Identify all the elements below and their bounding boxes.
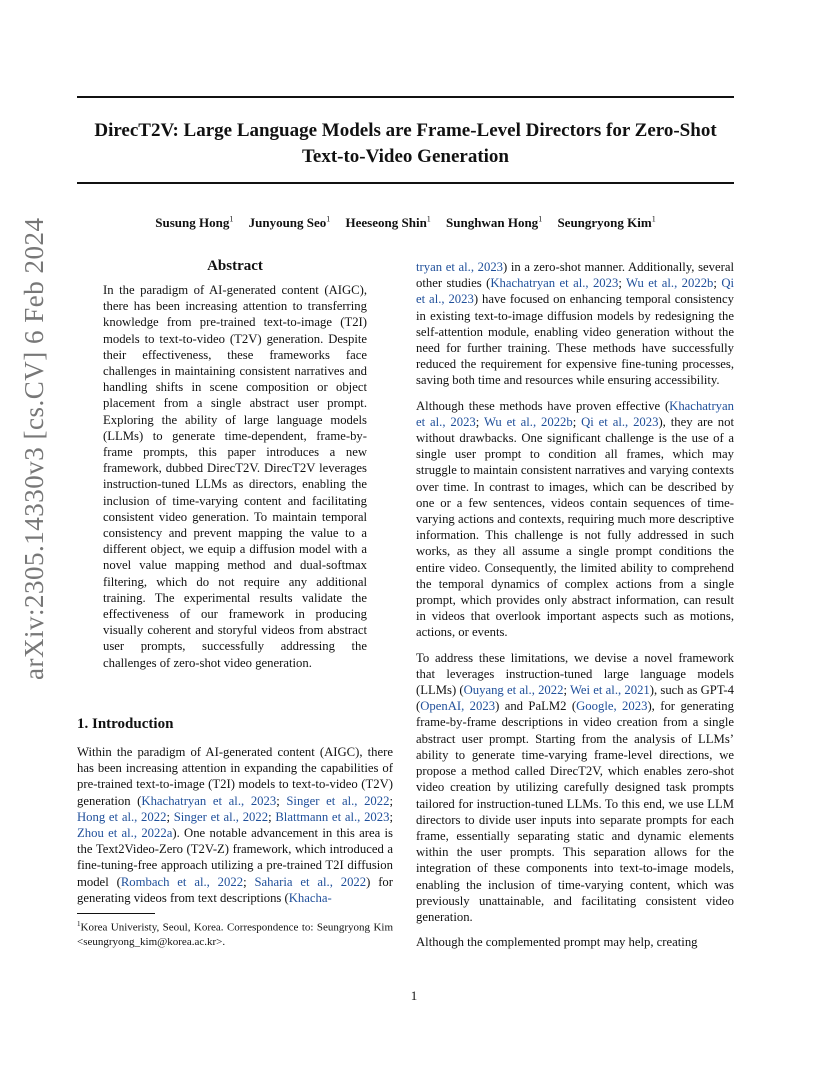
arxiv-stamp: arXiv:2305.14330v3 [cs.CV] 6 Feb 2024 [19,217,49,680]
citation-link[interactable]: Rombach et al., 2022 [120,874,244,889]
paragraph: To address these limitations, we devise a novel framework that leverages instruction-tuned large language models (LLMs) (Ouyang et al., 2022; Wei et al., 2021), such as GPT-4 (OpenAI, 2023) and PaLM2 (Google, 2023), for generating frame-by-frame descriptions in video creation from a single abstract user prompt. Starting from the analysis of LLMs’ ability to generate time-varying frame-level directions, we propose a method called DirecT2V, which enables zero-shot video creation by utilizing carefully designed task prompts tailored for instruction-tuned LLMs. To this end, we use LLM directors to divide user inputs into separate prompts for each frame, essentially separating static and dynamic elements within the user prompts. This separation allows for the integration of these components into text-to-image models, enabling the inclusion of time-varying content, which was previously unattainable, and facilitating consistent video generation. [416,650,734,924]
paragraph: tryan et al., 2023) in a zero-shot manner. Additionally, several other studies (Khachatryan et al., 2023; Wu et al., 2022b; Qi et al., 2023) have focused on enhancing temporal consistency in existing text-to-image diffusion models by redesigning the self-attention module, enabling video generation without the need for further training. These methods have successfully reduced the requirement for expensive fine-tuning processes, saving both time and resources while ensuring accessibility. [416,260,734,388]
footnote-text: Korea Univeristy, Seoul, Korea. Correspondence to: Seungryong Kim <seungryong_kim@korea.ac.kr>. [77,921,393,948]
author: Junyoung Seo$^1$ [248,215,331,231]
footnote-mark: 1 [77,920,81,928]
title-line-2: Text-to-Video Generation [301,146,510,167]
abstract-section [103,256,367,671]
introduction-right-column [416,259,734,959]
citation-link[interactable]: Wu et al., 2022b [626,276,714,291]
citation-link[interactable]: Khachatryan et al., 2023 [416,398,734,429]
citation-link[interactable]: Hong et al., 2022 [77,809,167,824]
title-line-1: DirecT2V: Large Language Models are Frame-Level Directors for Zero-Shot [94,120,717,141]
abstract-text: In the paradigm of AI-generated content (AIGC), there has been increasing attention to transferring knowledge from pre-trained text-to-image (T2I) models to text-to-video (T2V) generation. Despite their effectiveness, these frameworks face challenges in maintaining consistent narratives and handling shifts in scene composition or object placement from a single abstract user prompt. Exploring the ability of large language models (LLMs) to generate time-dependent, frame-by-frame prompts, this paper introduces a new framework, dubbed DirecT2V. DirecT2V leverages instruction-tuned LLMs as directors, enabling the inclusion of time-varying content and facilitating consistent video generation. To maintain temporal consistency and prevent mapping the value to a different object, we equip a diffusion model with a novel value mapping method and dual-softmax filtering, which do not require any additional training. The experimental results validate the effectiveness of our framework in producing visually coherent and storyful videos from abstract user prompts, successfully addressing the challenges of zero-shot video generation. [103,283,367,670]
citation-link[interactable]: Khachatryan et al., 2023 [141,793,277,808]
author: Sunghwan Hong$^1$ [446,215,543,231]
citation-link[interactable]: Saharia et al., 2022 [254,874,367,889]
citation-link[interactable]: OpenAI, 2023 [420,699,496,714]
paper-title [77,118,734,170]
citation-link[interactable]: Google, 2023 [576,699,648,714]
citation-link[interactable]: Zhou et al., 2022a [77,826,173,841]
citation-link[interactable]: Khacha- [288,890,332,905]
citation-link[interactable]: Ouyang et al., 2022 [463,683,564,698]
author-list [77,211,734,232]
title-rule-top [77,96,734,98]
citation-link[interactable]: Qi et al., 2023 [581,414,659,429]
title-rule-bottom [77,182,734,184]
citation-link[interactable]: Qi et al., 2023 [416,276,734,307]
citation-link[interactable]: Blattmann et al., 2023 [275,809,390,824]
section-heading-introduction: 1. Introduction [77,716,174,732]
citation-link[interactable]: Singer et al., 2022 [173,809,269,824]
citation-link[interactable]: Wei et al., 2021 [569,683,650,698]
footnote [77,917,393,949]
author: Susung Hong$^1$ [155,215,234,231]
citation-link[interactable]: Khachatryan et al., 2023 [490,276,619,291]
paragraph: Although these methods have proven effective (Khachatryan et al., 2023; Wu et al., 2022b; Qi et al., 2023), they are not without drawbacks. One significant challenge is the use of a single user prompt to condition all frames, which may struggle to maintain consistent narratives and varying contexts over time. In contrast to images, which can be described by one or a few sentences, videos contain sequences of time-varying actions and contexts, requiring much more descriptive information. This challenge is not fully addressed in such works, as they all assume a single prompt conditions the entire video. Consequently, the limited ability to comprehend the temporal dynamics of complex actions from a single prompt, which provides only abstract information, can result in videos that overlook important aspects such as motions, actions, or events. [416,398,734,640]
footnote-rule [77,913,155,914]
paragraph: Within the paradigm of AI-generated content (AIGC), there has been increasing attention in expanding the capabilities of pre-trained text-to-image (T2I) models to text-to-video (T2V) generation (Khachatryan et al., 2023; Singer et al., 2022; Hong et al., 2022; Singer et al., 2022; Blattmann et al., 2023; Zhou et al., 2022a). One notable advancement in this area is the Text2Video-Zero (T2V-Z) framework, which introduced a fine-tuning-free approach utilizing a pre-trained T2I diffusion model (Rombach et al., 2022; Saharia et al., 2022) for generating videos from text descriptions (Khacha- [77,745,393,905]
abstract-heading: Abstract [207,258,263,274]
citation-link[interactable]: tryan et al., 2023 [416,260,504,274]
author: Heeseong Shin$^1$ [345,215,431,231]
introduction-left-column [77,714,393,915]
citation-link[interactable]: Wu et al., 2022b [483,414,573,429]
paragraph: Although the complemented prompt may help, creating [416,935,698,950]
author: Seungryong Kim$^1$ [557,215,656,231]
page-number: 1 [410,988,418,1003]
citation-link[interactable]: Singer et al., 2022 [286,793,390,808]
